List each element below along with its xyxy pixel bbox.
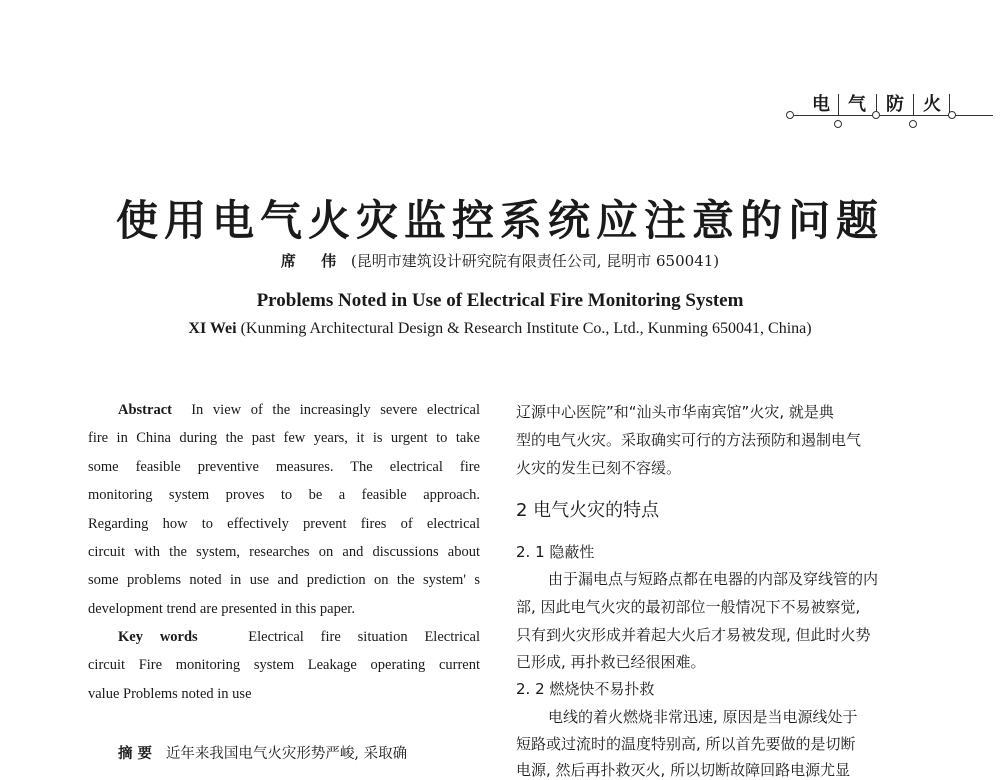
- body-line: 电源, 然后再扑救灭火, 所以切断故障回路电源尤显: [516, 761, 851, 779]
- keywords-line: value Problems noted in use: [88, 686, 252, 702]
- author-line-en: [0, 320, 1000, 338]
- author-affiliation-en: (Kunming Architectural Design & Research Institute Co., Ltd., Kunming 650041, China): [240, 320, 812, 337]
- abstract-line: circuit with the system, researches on and discussions about: [88, 544, 480, 560]
- abstract-label: Abstract: [118, 402, 172, 418]
- abstract-line: Abstract In view of the increasingly severe electrical: [118, 402, 481, 418]
- body-line: 辽源中心医院”和“汕头市华南宾馆”火灾, 就是典: [516, 403, 834, 421]
- abstract-line: fire in China during the past few years, it is urgent to take: [88, 430, 480, 446]
- author-name-cn: 席 伟: [280, 252, 347, 270]
- body-line: 火灾的发生已刻不容缓。: [516, 459, 682, 477]
- keywords-label: Key words: [118, 629, 198, 645]
- tag-node: [786, 111, 794, 119]
- body-line: 电线的着火燃烧非常迅速, 原因是当电源线处于: [548, 708, 858, 726]
- abstract-cn-line: 摘 要 近年来我国电气火灾形势严峻, 采取确: [118, 745, 408, 762]
- author-line-cn: [0, 250, 1000, 271]
- abstract-line: some problems noted in use and prediction on the system' s: [88, 572, 480, 588]
- tag-char: 火: [923, 94, 941, 115]
- section-heading: 2 电气火灾的特点: [516, 500, 660, 521]
- body-line: 短路或过流时的温度特别高, 所以首先要做的是切断: [516, 735, 856, 753]
- keywords-line: circuit Fire monitoring system Leakage operating current: [88, 657, 480, 673]
- body-line: 只有到火灾形成并着起大火后才易被发现, 但此时火势: [516, 626, 871, 644]
- tag-char: 防: [886, 94, 904, 115]
- tag-divider: [913, 94, 914, 116]
- body-line: 由于漏电点与短路点都在电器的内部及穿线管的内: [548, 570, 879, 588]
- page-title-en: Problems Noted in Use of Electrical Fire Monitoring System: [256, 290, 744, 311]
- body-line: 型的电气火灾。采取确实可行的方法预防和遏制电气: [516, 431, 862, 449]
- author-name-en: XI Wei: [188, 320, 237, 337]
- section-tag: [790, 82, 995, 132]
- abstract-line: Regarding how to effectively prevent fires of electrical: [88, 516, 480, 532]
- abstract-line: development trend are presented in this paper.: [88, 601, 355, 617]
- abstract-line: some feasible preventive measures. The electrical fire: [88, 459, 480, 475]
- tag-node: [909, 120, 917, 128]
- tag-char: 电: [812, 94, 830, 115]
- abstract-cn-label: 摘 要: [118, 745, 153, 762]
- author-affiliation-cn: (昆明市建筑设计研究院有限责任公司, 昆明市 650041): [350, 252, 720, 270]
- tag-node: [872, 111, 880, 119]
- subsection-heading: 2. 2 燃烧快不易扑救: [516, 680, 655, 698]
- tag-char: 气: [848, 94, 866, 115]
- body-line: 已形成, 再扑救已经很困难。: [516, 653, 706, 671]
- body-line: 部, 因此电气火灾的最初部位一般情况下不易被察觉,: [516, 598, 861, 616]
- keywords-line: Key words Electrical fire situation Electrical: [118, 629, 480, 645]
- abstract-line: monitoring system proves to be a feasible approach.: [88, 487, 480, 503]
- subsection-heading: 2. 1 隐蔽性: [516, 543, 595, 561]
- tag-node: [948, 111, 956, 119]
- page-title-cn: 使用电气火灾监控系统应注意的问题: [115, 196, 884, 245]
- tag-divider: [838, 94, 839, 116]
- tag-node: [834, 120, 842, 128]
